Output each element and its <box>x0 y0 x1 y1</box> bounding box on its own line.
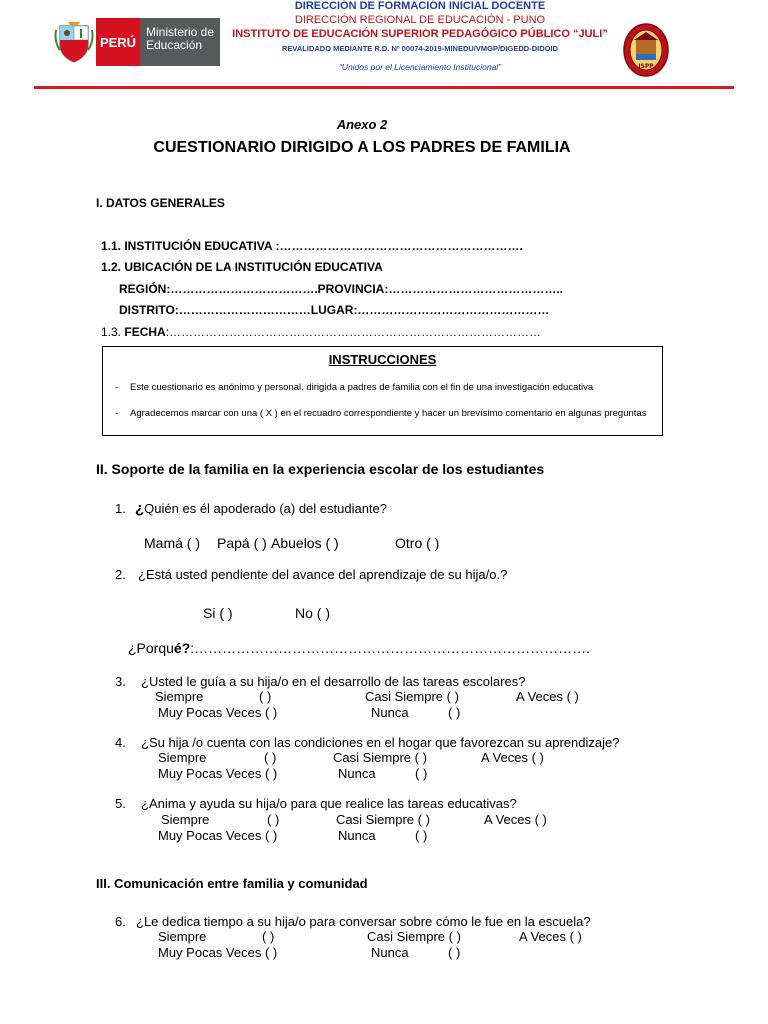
q3-option-a-veces[interactable]: A Veces ( ) <box>516 689 579 704</box>
field-district-place[interactable]: DISTRITO:……………………………LUGAR:………………………………………… <box>119 303 550 317</box>
question-6-text: ¿Le dedica tiempo a su hija/o para conversar sobre cómo le fue en la escuela? <box>136 914 591 929</box>
ministry-label: Ministerio de Educación <box>140 18 220 66</box>
question-2-text: ¿Está usted pendiente del avance del aprendizaje de su hija/o.? <box>138 567 508 582</box>
field-date-number: 1.3. <box>101 325 125 339</box>
question-1-text <box>135 500 387 517</box>
instructions-box <box>102 346 663 436</box>
q4-option-siempre[interactable]: Siempre <box>158 750 207 765</box>
q3-checkbox-siempre[interactable]: ( ) <box>259 689 272 704</box>
q5-option-muy-pocas[interactable]: Muy Pocas Veces ( ) <box>158 828 278 843</box>
q6-option-siempre[interactable]: Siempre <box>158 929 207 944</box>
section-2-heading: II. Soporte de la familia en la experiencia escolar de los estudiantes <box>96 461 545 477</box>
q2-option-si[interactable]: Si ( ) <box>203 605 233 621</box>
q3-option-muy-pocas[interactable]: Muy Pocas Veces ( ) <box>158 705 278 720</box>
q4-option-a-veces[interactable]: A Veces ( ) <box>481 750 544 765</box>
field-date-label: FECHA <box>124 325 166 339</box>
q2-why-field[interactable] <box>128 640 590 656</box>
header-line-1: DIRECCIÓN DE FORMACIÓN INICIAL DOCENTE <box>294 0 546 12</box>
q5-option-nunca[interactable]: Nunca <box>338 828 376 843</box>
q5-checkbox-nunca[interactable]: ( ) <box>415 828 428 843</box>
question-5-text: ¿Anima y ayuda su hija/o para que realice las tareas educativas? <box>141 796 517 811</box>
header-divider <box>34 86 734 89</box>
question-1-mark: ¿ <box>135 500 145 517</box>
question-3-number: 3. <box>115 674 126 689</box>
instruction-text: Este cuestionario es anónimo y personal, dirigida a padres de familia con el fin de una investigación educativa <box>130 382 594 393</box>
field-date[interactable] <box>101 325 541 339</box>
q3-option-siempre[interactable]: Siempre <box>155 689 204 704</box>
q3-option-nunca[interactable]: Nunca <box>371 705 409 720</box>
section-3-heading: III. Comunicación entre familia y comunidad <box>96 876 368 891</box>
institute-seal-icon <box>622 22 670 78</box>
header-line-3: INSTITUTO DE EDUCACIÓN SUPERIOR PEDAGÓGICO PÚBLICO “JULI” <box>232 28 608 40</box>
instruction-item <box>115 382 658 393</box>
q4-option-muy-pocas[interactable]: Muy Pocas Veces ( ) <box>158 766 278 781</box>
question-4-text: ¿Su hija /o cuenta con las condiciones en el hogar que favorezcan su aprendizaje? <box>141 735 620 750</box>
q6-option-nunca[interactable]: Nunca <box>371 945 409 960</box>
field-institution[interactable]: 1.1. INSTITUCIÓN EDUCATIVA :……………………………………………………. <box>101 239 523 253</box>
bullet-dash: - <box>115 408 119 419</box>
annex-label: Anexo 2 <box>336 117 388 132</box>
q6-checkbox-siempre[interactable]: ( ) <box>262 929 275 944</box>
q2-why-dots: :…………………………………………………………………………. <box>190 640 591 656</box>
q6-checkbox-nunca[interactable]: ( ) <box>448 945 461 960</box>
question-4-number: 4. <box>115 735 126 750</box>
instructions-title: INSTRUCCIONES <box>328 352 437 367</box>
question-1-number: 1. <box>115 501 126 516</box>
q5-option-a-veces[interactable]: A Veces ( ) <box>484 812 547 827</box>
q4-option-casi-siempre[interactable]: Casi Siempre ( ) <box>333 750 427 765</box>
q1-option-papa[interactable]: Papá ( ) <box>217 535 267 551</box>
coat-of-arms-icon <box>52 18 96 66</box>
header-line-4: REVALIDADO MEDIANTE R.D. Nº 00074-2019-MINEDU/VMGP/DIGEDD-DIDOID <box>282 44 558 53</box>
q4-option-nunca[interactable]: Nunca <box>338 766 376 781</box>
question-1-label: Quién es él apoderado (a) del estudiante? <box>144 501 388 516</box>
question-6-number: 6. <box>115 914 126 929</box>
q6-option-muy-pocas[interactable]: Muy Pocas Veces ( ) <box>158 945 278 960</box>
q2-why-label-bold: é? <box>173 640 191 656</box>
seal-text: ISPP <box>638 63 654 70</box>
peru-label: PERÚ <box>96 18 140 66</box>
field-date-dots: :………………………………………………………………………………… <box>165 325 542 339</box>
q4-checkbox-nunca[interactable]: ( ) <box>415 766 428 781</box>
instruction-text: Agradecemos marcar con una ( X ) en el recuadro correspondiente y hacer un brevísimo comentario en algunas preguntas <box>130 408 647 419</box>
instruction-item <box>115 408 658 419</box>
header-line-2: DIRECCIÓN REGIONAL DE EDUCACIÓN - PUNO <box>294 14 546 26</box>
page-title: CUESTIONARIO DIRIGIDO A LOS PADRES DE FAMILIA <box>153 139 571 156</box>
q5-checkbox-siempre[interactable]: ( ) <box>267 812 280 827</box>
header-motto: “Unidos por el Licenciamiento Institucional” <box>338 62 502 72</box>
field-region-province[interactable]: REGIÓN:……………………………….PROVINCIA:…………………………………….. <box>119 282 564 296</box>
question-2-number: 2. <box>115 567 126 582</box>
field-location-heading: 1.2. UBICACIÓN DE LA INSTITUCIÓN EDUCATIVA <box>101 260 383 274</box>
minedu-logo <box>52 18 220 66</box>
q3-option-casi-siempre[interactable]: Casi Siempre ( ) <box>365 689 459 704</box>
bullet-dash: - <box>115 382 119 393</box>
q1-option-abuelos[interactable]: Abuelos ( ) <box>271 535 339 551</box>
q4-checkbox-siempre[interactable]: ( ) <box>264 750 277 765</box>
q1-option-mama[interactable]: Mamá ( ) <box>144 535 200 551</box>
q2-option-no[interactable]: No ( ) <box>295 605 330 621</box>
question-3-text: ¿Usted le guía a su hija/o en el desarrollo de las tareas escolares? <box>141 674 526 689</box>
q2-why-label: ¿Porqu <box>128 640 174 656</box>
q3-checkbox-nunca[interactable]: ( ) <box>448 705 461 720</box>
question-5-number: 5. <box>115 796 126 811</box>
q5-option-casi-siempre[interactable]: Casi Siempre ( ) <box>336 812 430 827</box>
q1-option-otro[interactable]: Otro ( ) <box>395 535 440 551</box>
q6-option-a-veces[interactable]: A Veces ( ) <box>519 929 582 944</box>
q6-option-casi-siempre[interactable]: Casi Siempre ( ) <box>367 929 461 944</box>
q5-option-siempre[interactable]: Siempre <box>161 812 210 827</box>
section-1-heading: I. DATOS GENERALES <box>96 196 225 210</box>
